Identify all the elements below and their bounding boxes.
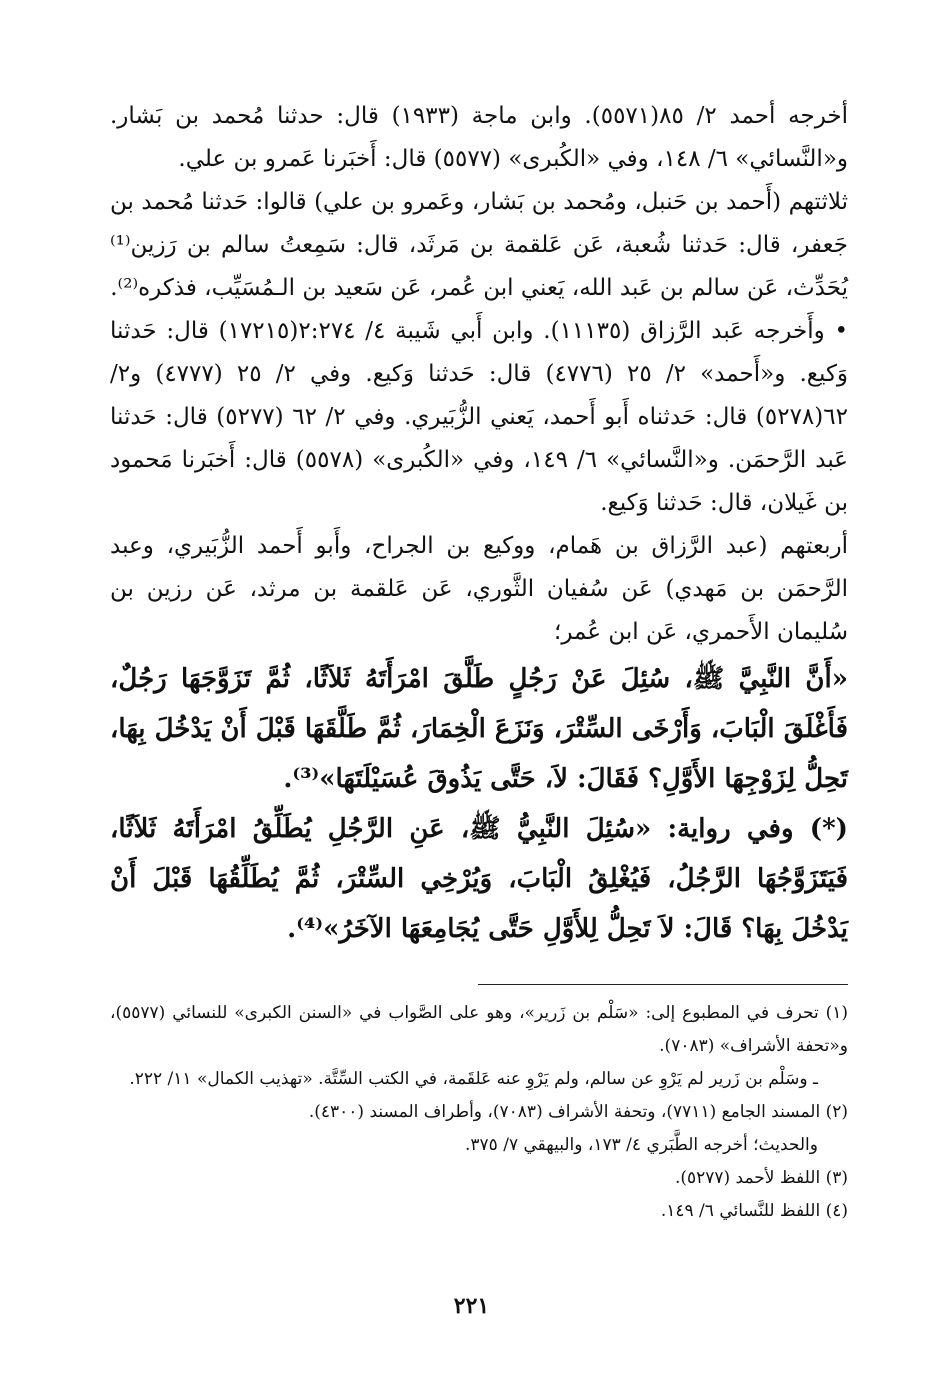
- page-number: ٢٢١: [453, 1293, 490, 1319]
- paragraph-thalathatuhum: ثلاثتهم (أَحمد بن حَنبل، ومُحمد بن بَشار، وعَمرو بن علي) قالوا: حَدثنا مُحمد بن جَعفر، قال: حَدثنا شُعبة، عَن عَلقمة بن مَرثَد، قال: سَمِعتُ سالم بن رَزين⁽¹⁾ يُحَدِّث، عَن سالم بن عَبد الله، يَعني ابن عُمر، عَن سَعيد بن الـمُسَيِّب، فذكره⁽²⁾.: [110, 189, 848, 301]
- hadith-matn: «أَنَّ النَّبِيَّ ﷺ، سُئِلَ عَنْ رَجُلٍ طَلَّقَ امْرَأَتَهُ ثَلاَثًا، ثُمَّ تَزَوَّجَهَا رَجُلٌ، فَأَغْلَقَ الْبَابَ، وَأَرْخَى السِّتْرَ، وَنَزَعَ الْخِمَارَ، ثُمَّ طَلَّقَهَا قَبْلَ أَنْ يَدْخُلَ بِهَا، تَحِلُّ لِزَوْجِهَا الأَوَّلِ؟ فَقَالَ: لاَ، حَتَّى يَذُوقَ عُسَيْلَتَهَا»⁽³⁾.: [110, 664, 848, 794]
- main-text: [110, 95, 848, 954]
- footnote-3: (٣) اللفظ لأحمد (٥٢٧٧).: [674, 1168, 848, 1188]
- hadith-riwaya: (*) وفي رواية: «سُئِلَ النَّبِيُّ ﷺ، عَنِ الرَّجُلِ يُطَلِّقُ امْرَأَتَهُ ثَلاَثًا، فَيَتَزَوَّجُهَا الرَّجُلُ، فَيُغْلِقُ الْبَابَ، وَيُرْخِي السِّتْرَ، ثُمَّ يُطَلِّقُهَا قَبْلَ أَنْ يَدْخُلَ بِهَا؟ قَالَ: لاَ تَحِلُّ لِلأَوَّلِ حَتَّى يُجَامِعَهَا الآخَرُ»⁽⁴⁾.: [110, 814, 848, 944]
- paragraph-abdurrazzaq: • وأَخرجه عَبد الرَّزاق (١١١٣٥). وابن أَبي شَيبة ٤/ ٢:٢٧٤(١٧٢١٥) قال: حَدثنا وَكيع. و«أَحمد» ٢/ ٢٥ (٤٧٧٦) قال: حَدثنا وَكيع. وفي ٢/ ٢٥ (٤٧٧٧) و٢/ ٦٢(٥٢٧٨) قال: حَدثناه أَبو أَحمد، يَعني الزُّبَيري. وفي ٢/ ٦٢ (٥٢٧٧) قال: حَدثنا عَبد الرَّحمَن. و«النَّسائي» ٦/ ١٤٩، وفي «الكُبرى» (٥٥٧٨) قال: أَخبَرنا مَحمود بن غَيلان، قال: حَدثنا وَكيع.: [110, 318, 849, 516]
- footnote-4: (٤) اللفظ للنَّسائي ٦/ ١٤٩.: [660, 1201, 848, 1221]
- footnote-2-continuation: والحديث؛ أخرجه الطَّبَري ٤/ ١٧٣، والبيهقي ٧/ ٣٧٥.: [464, 1135, 818, 1155]
- footnote-1-continuation: ـ وسَلْم بن زَرير لم يَرْوِ عن سالم، ولم يَرْوِ عنه عَلقَمة، في الكتب السِّتَّة. «تهذيب الكمال» ١١/ ٢٢٢.: [129, 1069, 818, 1089]
- footnote-separator: [478, 984, 848, 985]
- paragraph-takhrij-ahmad: أخرجه أحمد ٢/ ٨٥(٥٥٧١). وابن ماجة (١٩٣٣) قال: حدثنا مُحمد بن بَشار. و«النَّسائي» ٦/ ١٤٨، وفي «الكُبرى» (٥٥٧٧) قال: أَخبَرنا عَمرو بن علي.: [110, 103, 848, 172]
- footnotes: [110, 997, 848, 1228]
- footnote-1: (١) تحرف في المطبوع إلى: «سَلْم بن زَرير»، وهو على الصَّواب في «السنن الكبرى» للنسائي (٥٥٧٧)، و«تحفة الأشراف» (٧٠٨٣).: [110, 1003, 848, 1056]
- footnote-2: (٢) المسند الجامع (٧٧١١)، وتحفة الأشراف (٧٠٨٣)، وأطراف المسند (٤٣٠٠).: [308, 1102, 848, 1122]
- paragraph-arbaatuhum: أربعتهم (عبد الرَّزاق بن هَمام، ووكيع بن الجراح، وأَبو أَحمد الزُّبَيري، وعبد الرَّحمَن بن مَهدي) عَن سُفيان الثَّوري، عَن عَلقمة بن مرثد، عَن رزين بن سُليمان الأَحمري، عَن ابن عُمر؛: [110, 533, 848, 645]
